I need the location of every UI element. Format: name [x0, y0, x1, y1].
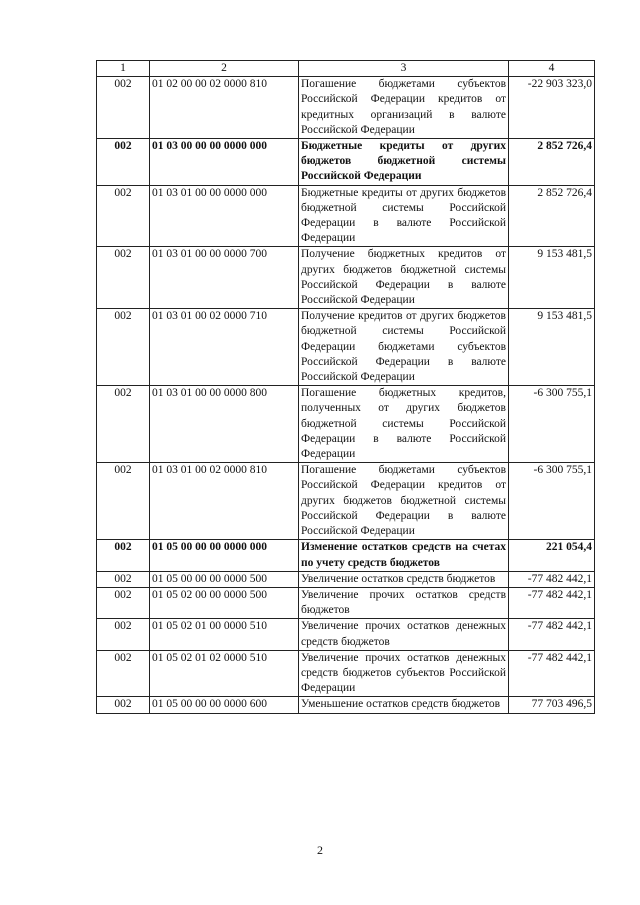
table-row	[97, 463, 595, 540]
description-cell: Увеличение прочих остатков денежных средств бюджетов субъектов Российской Федерации	[299, 650, 509, 697]
table-row	[97, 619, 595, 650]
amount-cell: -22 903 323,0	[509, 77, 595, 139]
table-header-row	[97, 61, 595, 77]
table-row	[97, 571, 595, 587]
table-row	[97, 77, 595, 139]
admin-code-cell: 002	[97, 247, 150, 309]
budget-code-cell: 01 03 01 00 02 0000 810	[150, 463, 299, 540]
budget-code-cell: 01 05 00 00 00 0000 600	[150, 697, 299, 713]
amount-cell: 2 852 726,4	[509, 139, 595, 186]
budget-code-cell: 01 05 00 00 00 0000 000	[150, 540, 299, 571]
admin-code-cell: 002	[97, 463, 150, 540]
budget-code-cell: 01 02 00 00 02 0000 810	[150, 77, 299, 139]
column-header-4: 4	[509, 61, 595, 77]
budget-code-cell: 01 03 01 00 02 0000 710	[150, 309, 299, 386]
column-header-3: 3	[299, 61, 509, 77]
description-cell: Погашение бюджетами субъектов Российской Федерации кредитов от других бюджетов бюджетной системы Российской Федерации в валюте Российской Федерации	[299, 463, 509, 540]
budget-code-cell: 01 03 01 00 00 0000 000	[150, 185, 299, 247]
description-cell: Увеличение прочих остатков денежных средств бюджетов	[299, 619, 509, 650]
admin-code-cell: 002	[97, 571, 150, 587]
budget-code-cell: 01 03 01 00 00 0000 800	[150, 386, 299, 463]
admin-code-cell: 002	[97, 139, 150, 186]
amount-cell: -6 300 755,1	[509, 463, 595, 540]
amount-cell: 77 703 496,5	[509, 697, 595, 713]
amount-cell: -77 482 442,1	[509, 619, 595, 650]
table-row	[97, 309, 595, 386]
description-cell: Бюджетные кредиты от других бюджетов бюджетной системы Российской Федерации	[299, 139, 509, 186]
budget-sources-table	[96, 60, 595, 714]
admin-code-cell: 002	[97, 540, 150, 571]
admin-code-cell: 002	[97, 619, 150, 650]
description-cell: Увеличение остатков средств бюджетов	[299, 571, 509, 587]
description-cell: Получение бюджетных кредитов от других бюджетов бюджетной системы Российской Федерации в валюте Российской Федерации	[299, 247, 509, 309]
description-cell: Увеличение прочих остатков средств бюджетов	[299, 587, 509, 618]
amount-cell: 221 054,4	[509, 540, 595, 571]
amount-cell: 2 852 726,4	[509, 185, 595, 247]
admin-code-cell: 002	[97, 185, 150, 247]
table-row	[97, 587, 595, 618]
admin-code-cell: 002	[97, 650, 150, 697]
budget-code-cell: 01 03 00 00 00 0000 000	[150, 139, 299, 186]
budget-code-cell: 01 05 00 00 00 0000 500	[150, 571, 299, 587]
column-header-2: 2	[150, 61, 299, 77]
admin-code-cell: 002	[97, 587, 150, 618]
amount-cell: 9 153 481,5	[509, 247, 595, 309]
description-cell: Бюджетные кредиты от других бюджетов бюджетной системы Российской Федерации в валюте Российской Федерации	[299, 185, 509, 247]
table-row	[97, 185, 595, 247]
table-row	[97, 247, 595, 309]
admin-code-cell: 002	[97, 386, 150, 463]
amount-cell: -6 300 755,1	[509, 386, 595, 463]
amount-cell: -77 482 442,1	[509, 587, 595, 618]
description-cell: Изменение остатков средств на счетах по учету средств бюджетов	[299, 540, 509, 571]
description-cell: Погашение бюджетами субъектов Российской Федерации кредитов от кредитных организаций в валюте Российской Федерации	[299, 77, 509, 139]
table-row	[97, 697, 595, 713]
table-row	[97, 386, 595, 463]
admin-code-cell: 002	[97, 77, 150, 139]
table-row	[97, 540, 595, 571]
budget-code-cell: 01 05 02 01 02 0000 510	[150, 650, 299, 697]
description-cell: Погашение бюджетных кредитов, полученных от других бюджетов бюджетной системы Российской Федерации в валюте Российской Федерации	[299, 386, 509, 463]
description-cell: Получение кредитов от других бюджетов бюджетной системы Российской Федерации бюджетами субъектов Российской Федерации в валюте Российской Федерации	[299, 309, 509, 386]
budget-code-cell: 01 05 02 00 00 0000 500	[150, 587, 299, 618]
budget-code-cell: 01 03 01 00 00 0000 700	[150, 247, 299, 309]
page-number: 2	[317, 843, 323, 857]
amount-cell: -77 482 442,1	[509, 571, 595, 587]
table-row	[97, 650, 595, 697]
amount-cell: -77 482 442,1	[509, 650, 595, 697]
amount-cell: 9 153 481,5	[509, 309, 595, 386]
admin-code-cell: 002	[97, 309, 150, 386]
budget-code-cell: 01 05 02 01 00 0000 510	[150, 619, 299, 650]
table-row	[97, 139, 595, 186]
column-header-1: 1	[97, 61, 150, 77]
admin-code-cell: 002	[97, 697, 150, 713]
description-cell: Уменьшение остатков средств бюджетов	[299, 697, 509, 713]
